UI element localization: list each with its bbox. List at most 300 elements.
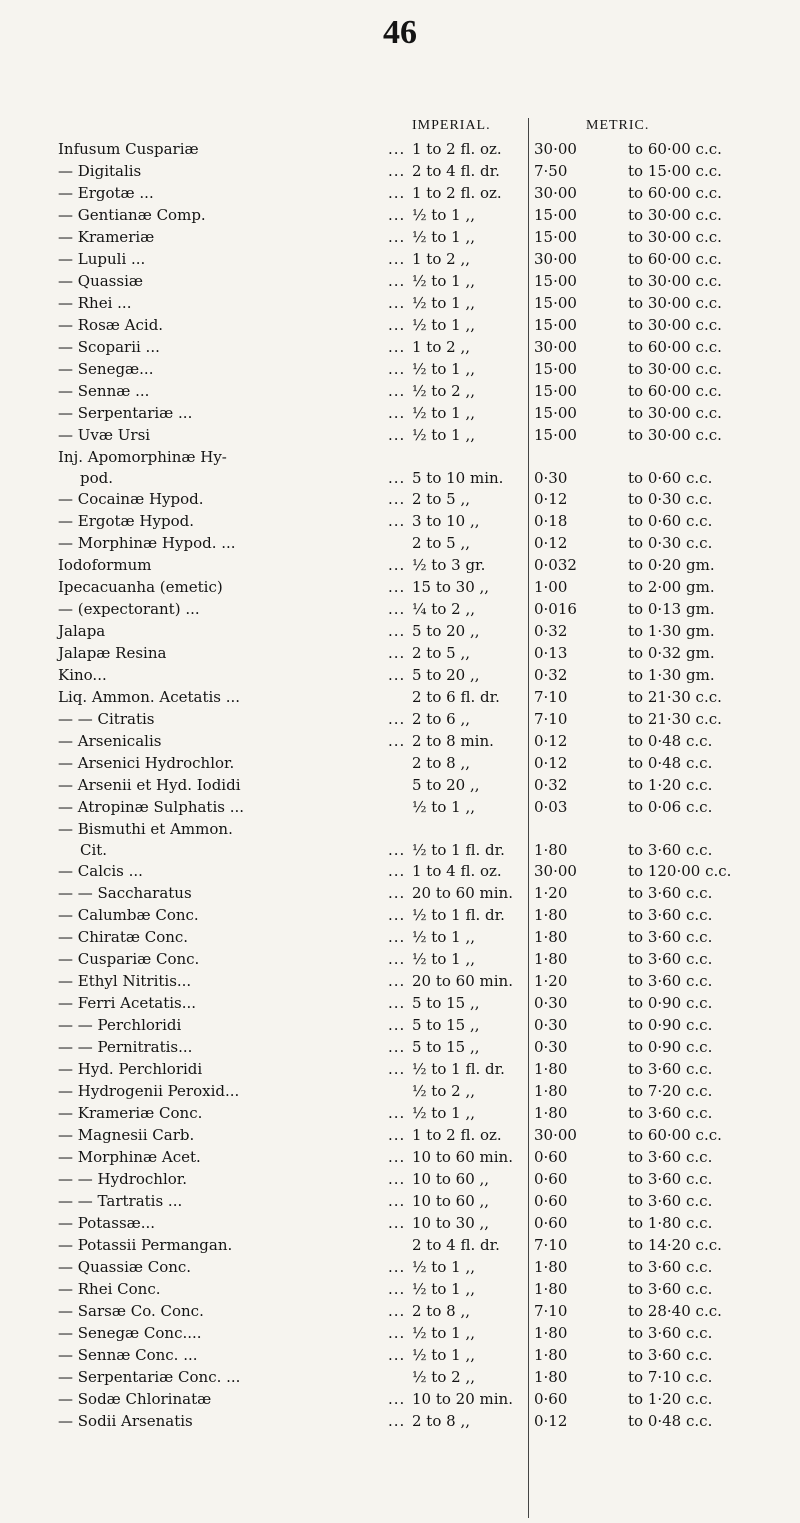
drug-name: — Rhei Conc. bbox=[58, 1280, 161, 1298]
imperial-dose: 5 to 20 ,, bbox=[412, 776, 480, 794]
drug-name: — Serpentariæ Conc. ... bbox=[58, 1368, 241, 1386]
metric-dose-min: 1·80 bbox=[534, 1280, 568, 1298]
drug-name: Iodoformum bbox=[58, 556, 152, 574]
metric-dose-range: to 1·20 c.c. bbox=[628, 776, 713, 794]
imperial-dose: 2 to 8 ,, bbox=[412, 754, 470, 772]
metric-dose-min: 0·30 bbox=[534, 1016, 568, 1034]
metric-dose-min: 0·18 bbox=[534, 512, 568, 530]
imperial-dose: 5 to 20 ,, bbox=[412, 666, 480, 684]
table-row bbox=[0, 576, 800, 598]
metric-dose-min: 1·00 bbox=[534, 578, 568, 596]
leader-dots: ... bbox=[388, 1126, 406, 1144]
drug-name: — Arsenici Hydrochlor. bbox=[58, 754, 235, 772]
metric-dose-range: to 3·60 c.c. bbox=[628, 950, 713, 968]
drug-name: — Magnesii Carb. bbox=[58, 1126, 195, 1144]
metric-dose-range: to 21·30 c.c. bbox=[628, 688, 722, 706]
imperial-dose: 10 to 20 min. bbox=[412, 1390, 513, 1408]
drug-name: — Digitalis bbox=[58, 162, 142, 180]
imperial-dose: 10 to 60 min. bbox=[412, 1148, 513, 1166]
metric-dose-range: to 3·60 c.c. bbox=[628, 884, 713, 902]
imperial-dose: ½ to 1 ,, bbox=[412, 404, 475, 422]
metric-dose-range: to 0·48 c.c. bbox=[628, 732, 713, 750]
imperial-dose: 2 to 5 ,, bbox=[412, 490, 470, 508]
metric-dose-min: 30·00 bbox=[534, 250, 577, 268]
drug-name: — — Tartratis ... bbox=[58, 1192, 183, 1210]
imperial-dose: ½ to 1 ,, bbox=[412, 1280, 475, 1298]
leader-dots: ... bbox=[388, 1412, 406, 1430]
drug-name: — Hydrogenii Peroxid... bbox=[58, 1082, 240, 1100]
imperial-dose: ½ to 1 ,, bbox=[412, 316, 475, 334]
drug-name: — Sarsæ Co. Conc. bbox=[58, 1302, 204, 1320]
imperial-dose: ½ to 3 gr. bbox=[412, 556, 486, 574]
metric-dose-min: 15·00 bbox=[534, 382, 577, 400]
metric-dose-range: to 0·60 c.c. bbox=[628, 469, 713, 487]
metric-dose-range: to 0·90 c.c. bbox=[628, 994, 713, 1012]
metric-dose-range: to 1·30 gm. bbox=[628, 622, 715, 640]
leader-dots: ... bbox=[388, 972, 406, 990]
metric-dose-range: to 3·60 c.c. bbox=[628, 972, 713, 990]
imperial-dose: 2 to 4 fl. dr. bbox=[412, 162, 500, 180]
table-row bbox=[0, 926, 800, 948]
drug-name: — Hyd. Perchloridi bbox=[58, 1060, 203, 1078]
table-row bbox=[0, 860, 800, 882]
drug-name: — Sodii Arsenatis bbox=[58, 1412, 193, 1430]
table-row bbox=[0, 1344, 800, 1366]
metric-dose-range: to 14·20 c.c. bbox=[628, 1236, 722, 1254]
drug-name: — — Hydrochlor. bbox=[58, 1170, 188, 1188]
imperial-dose: 10 to 30 ,, bbox=[412, 1214, 490, 1232]
drug-name: Ipecacuanha (emetic) bbox=[58, 578, 223, 596]
drug-name: — Ferri Acetatis... bbox=[58, 994, 197, 1012]
table-row bbox=[0, 752, 800, 774]
metric-dose-min: 0·60 bbox=[534, 1148, 568, 1166]
metric-dose-min: 7·50 bbox=[534, 162, 568, 180]
drug-name: — Uvæ Ursi bbox=[58, 426, 151, 444]
metric-dose-min: 15·00 bbox=[534, 294, 577, 312]
drug-name: Kino... bbox=[58, 666, 107, 684]
table-row bbox=[0, 992, 800, 1014]
metric-dose-min: 0·12 bbox=[534, 1412, 568, 1430]
metric-column-header: METRIC. bbox=[586, 118, 650, 133]
imperial-dose: 5 to 15 ,, bbox=[412, 1038, 480, 1056]
metric-dose-range: to 3·60 c.c. bbox=[628, 1148, 713, 1166]
leader-dots: ... bbox=[388, 490, 406, 508]
metric-dose-min: 7·10 bbox=[534, 710, 568, 728]
leader-dots: ... bbox=[388, 950, 406, 968]
metric-dose-range: to 30·00 c.c. bbox=[628, 426, 722, 444]
table-row bbox=[0, 664, 800, 686]
drug-name: — Krameriæ bbox=[58, 228, 155, 246]
imperial-dose: 1 to 4 fl. oz. bbox=[412, 862, 502, 880]
metric-dose-range: to 0·13 gm. bbox=[628, 600, 715, 618]
table-row bbox=[0, 424, 800, 446]
imperial-dose: 10 to 60 ,, bbox=[412, 1192, 490, 1210]
drug-name: — — Citratis bbox=[58, 710, 155, 728]
drug-name: — Rhei ... bbox=[58, 294, 132, 312]
metric-dose-range: to 3·60 c.c. bbox=[628, 1258, 713, 1276]
drug-name: — — Pernitratis... bbox=[58, 1038, 193, 1056]
metric-dose-min: 0·32 bbox=[534, 776, 568, 794]
leader-dots: ... bbox=[388, 512, 406, 530]
drug-name: — Quassiæ bbox=[58, 272, 143, 290]
leader-dots: ... bbox=[388, 928, 406, 946]
metric-dose-range: to 3·60 c.c. bbox=[628, 1324, 713, 1342]
leader-dots: ... bbox=[388, 906, 406, 924]
page-number: 46 bbox=[383, 14, 417, 51]
metric-dose-min: 30·00 bbox=[534, 338, 577, 356]
metric-dose-min: 0·12 bbox=[534, 490, 568, 508]
metric-dose-min: 0·032 bbox=[534, 556, 577, 574]
metric-dose-range: to 0·30 c.c. bbox=[628, 490, 713, 508]
metric-dose-min: 0·016 bbox=[534, 600, 577, 618]
metric-dose-range: to 3·60 c.c. bbox=[628, 928, 713, 946]
imperial-dose: ½ to 2 ,, bbox=[412, 1082, 475, 1100]
drug-name: — Senegæ... bbox=[58, 360, 154, 378]
imperial-dose: 2 to 8 ,, bbox=[412, 1412, 470, 1430]
table-row bbox=[0, 182, 800, 204]
metric-dose-range: to 30·00 c.c. bbox=[628, 272, 722, 290]
imperial-dose: ½ to 1 fl. dr. bbox=[412, 841, 505, 859]
drug-name: Cit. bbox=[80, 841, 108, 859]
leader-dots: ... bbox=[388, 184, 406, 202]
leader-dots: ... bbox=[388, 1038, 406, 1056]
drug-name: — Rosæ Acid. bbox=[58, 316, 164, 334]
table-row bbox=[0, 970, 800, 992]
metric-dose-range: to 0·90 c.c. bbox=[628, 1038, 713, 1056]
metric-dose-range: to 0·60 c.c. bbox=[628, 512, 713, 530]
imperial-dose: ½ to 2 ,, bbox=[412, 1368, 475, 1386]
metric-dose-range: to 60·00 c.c. bbox=[628, 140, 722, 158]
metric-dose-min: 15·00 bbox=[534, 360, 577, 378]
metric-dose-range: to 3·60 c.c. bbox=[628, 906, 713, 924]
drug-name: — — Saccharatus bbox=[58, 884, 192, 902]
table-row bbox=[0, 468, 800, 488]
leader-dots: ... bbox=[388, 250, 406, 268]
imperial-dose: 15 to 30 ,, bbox=[412, 578, 490, 596]
table-row bbox=[0, 840, 800, 860]
table-row bbox=[0, 948, 800, 970]
metric-dose-min: 1·80 bbox=[534, 950, 568, 968]
drug-name: — Ethyl Nitritis... bbox=[58, 972, 192, 990]
metric-dose-min: 15·00 bbox=[534, 206, 577, 224]
table-row bbox=[0, 1058, 800, 1080]
drug-name: — Potassæ... bbox=[58, 1214, 156, 1232]
imperial-dose: ½ to 1 ,, bbox=[412, 360, 475, 378]
imperial-dose: 2 to 5 ,, bbox=[412, 534, 470, 552]
metric-dose-min: 0·32 bbox=[534, 622, 568, 640]
drug-name: — — Perchloridi bbox=[58, 1016, 182, 1034]
drug-name: — Senegæ Conc.... bbox=[58, 1324, 202, 1342]
table-row bbox=[0, 380, 800, 402]
leader-dots: ... bbox=[388, 994, 406, 1012]
drug-name: — Serpentariæ ... bbox=[58, 404, 193, 422]
imperial-dose: 2 to 6 fl. dr. bbox=[412, 688, 500, 706]
leader-dots: ... bbox=[388, 338, 406, 356]
metric-dose-range: to 120·00 c.c. bbox=[628, 862, 732, 880]
table-row bbox=[0, 620, 800, 642]
leader-dots: ... bbox=[388, 1280, 406, 1298]
imperial-dose: 2 to 4 fl. dr. bbox=[412, 1236, 500, 1254]
metric-dose-range: to 30·00 c.c. bbox=[628, 316, 722, 334]
table-row bbox=[0, 1388, 800, 1410]
table-row bbox=[0, 796, 800, 818]
leader-dots: ... bbox=[388, 1104, 406, 1122]
imperial-dose: ¼ to 2 ,, bbox=[412, 600, 475, 618]
imperial-dose: ½ to 2 ,, bbox=[412, 382, 475, 400]
metric-dose-min: 0·12 bbox=[534, 732, 568, 750]
metric-dose-range: to 0·30 c.c. bbox=[628, 534, 713, 552]
imperial-dose: ½ to 1 ,, bbox=[412, 206, 475, 224]
leader-dots: ... bbox=[388, 228, 406, 246]
imperial-dose: 2 to 5 ,, bbox=[412, 644, 470, 662]
metric-dose-min: 30·00 bbox=[534, 1126, 577, 1144]
imperial-dose: 5 to 15 ,, bbox=[412, 994, 480, 1012]
imperial-dose: 1 to 2 ,, bbox=[412, 250, 470, 268]
drug-name: — Scoparii ... bbox=[58, 338, 160, 356]
metric-dose-range: to 0·32 gm. bbox=[628, 644, 715, 662]
leader-dots: ... bbox=[388, 578, 406, 596]
metric-dose-min: 1·80 bbox=[534, 1104, 568, 1122]
leader-dots: ... bbox=[388, 841, 406, 859]
table-row bbox=[0, 882, 800, 904]
table-row bbox=[0, 818, 800, 840]
metric-dose-min: 0·60 bbox=[534, 1214, 568, 1232]
table-row bbox=[0, 904, 800, 926]
metric-dose-range: to 60·00 c.c. bbox=[628, 1126, 722, 1144]
table-row bbox=[0, 204, 800, 226]
leader-dots: ... bbox=[388, 469, 406, 487]
leader-dots: ... bbox=[388, 1060, 406, 1078]
leader-dots: ... bbox=[388, 294, 406, 312]
metric-dose-range: to 30·00 c.c. bbox=[628, 360, 722, 378]
metric-dose-range: to 60·00 c.c. bbox=[628, 184, 722, 202]
leader-dots: ... bbox=[388, 732, 406, 750]
table-row bbox=[0, 226, 800, 248]
imperial-dose: ½ to 1 ,, bbox=[412, 426, 475, 444]
imperial-dose: 20 to 60 min. bbox=[412, 972, 513, 990]
leader-dots: ... bbox=[388, 404, 406, 422]
drug-name: — Ergotæ Hypod. bbox=[58, 512, 194, 530]
imperial-dose: 5 to 15 ,, bbox=[412, 1016, 480, 1034]
metric-dose-min: 15·00 bbox=[534, 228, 577, 246]
metric-dose-min: 0·30 bbox=[534, 469, 568, 487]
imperial-dose: ½ to 1 ,, bbox=[412, 272, 475, 290]
drug-name: — Sennæ ... bbox=[58, 382, 150, 400]
leader-dots: ... bbox=[388, 426, 406, 444]
table-row bbox=[0, 358, 800, 380]
metric-dose-range: to 21·30 c.c. bbox=[628, 710, 722, 728]
imperial-dose: ½ to 1 ,, bbox=[412, 928, 475, 946]
table-row bbox=[0, 1410, 800, 1432]
leader-dots: ... bbox=[388, 1302, 406, 1320]
table-row bbox=[0, 554, 800, 576]
table-row bbox=[0, 336, 800, 358]
drug-name: — Potassii Permangan. bbox=[58, 1236, 233, 1254]
leader-dots: ... bbox=[388, 1324, 406, 1342]
imperial-dose: ½ to 1 ,, bbox=[412, 228, 475, 246]
metric-dose-range: to 0·90 c.c. bbox=[628, 1016, 713, 1034]
metric-dose-min: 1·80 bbox=[534, 841, 568, 859]
imperial-dose: ½ to 1 ,, bbox=[412, 1324, 475, 1342]
table-row bbox=[0, 1036, 800, 1058]
imperial-dose: 5 to 20 ,, bbox=[412, 622, 480, 640]
leader-dots: ... bbox=[388, 1148, 406, 1166]
metric-dose-range: to 60·00 c.c. bbox=[628, 250, 722, 268]
table-row bbox=[0, 1014, 800, 1036]
imperial-dose: 1 to 2 fl. oz. bbox=[412, 1126, 502, 1144]
metric-dose-range: to 1·80 c.c. bbox=[628, 1214, 713, 1232]
leader-dots: ... bbox=[388, 1346, 406, 1364]
table-row bbox=[0, 1366, 800, 1388]
metric-dose-range: to 30·00 c.c. bbox=[628, 206, 722, 224]
metric-dose-range: to 60·00 c.c. bbox=[628, 382, 722, 400]
table-row bbox=[0, 248, 800, 270]
metric-dose-min: 7·10 bbox=[534, 1236, 568, 1254]
drug-name: Inj. Apomorphinæ Hy- bbox=[58, 448, 227, 466]
leader-dots: ... bbox=[388, 666, 406, 684]
metric-dose-min: 0·13 bbox=[534, 644, 568, 662]
table-row bbox=[0, 1168, 800, 1190]
imperial-dose: 1 to 2 fl. oz. bbox=[412, 140, 502, 158]
leader-dots: ... bbox=[388, 382, 406, 400]
metric-dose-min: 1·80 bbox=[534, 1368, 568, 1386]
metric-dose-min: 30·00 bbox=[534, 862, 577, 880]
drug-name: — Sodæ Chlorinatæ bbox=[58, 1390, 212, 1408]
metric-dose-min: 1·80 bbox=[534, 906, 568, 924]
metric-dose-min: 0·30 bbox=[534, 994, 568, 1012]
table-row bbox=[0, 1124, 800, 1146]
metric-dose-range: to 0·48 c.c. bbox=[628, 1412, 713, 1430]
metric-dose-range: to 30·00 c.c. bbox=[628, 228, 722, 246]
leader-dots: ... bbox=[388, 644, 406, 662]
imperial-dose: ½ to 1 fl. dr. bbox=[412, 906, 505, 924]
metric-dose-min: 1·20 bbox=[534, 884, 568, 902]
metric-dose-min: 15·00 bbox=[534, 272, 577, 290]
imperial-dose: ½ to 1 ,, bbox=[412, 1104, 475, 1122]
leader-dots: ... bbox=[388, 162, 406, 180]
metric-dose-min: 30·00 bbox=[534, 184, 577, 202]
leader-dots: ... bbox=[388, 360, 406, 378]
leader-dots: ... bbox=[388, 600, 406, 618]
imperial-dose: 3 to 10 ,, bbox=[412, 512, 480, 530]
table-row bbox=[0, 1102, 800, 1124]
drug-name: — Morphinæ Hypod. ... bbox=[58, 534, 236, 552]
imperial-dose: 2 to 8 ,, bbox=[412, 1302, 470, 1320]
metric-dose-min: 1·80 bbox=[534, 1258, 568, 1276]
metric-dose-min: 15·00 bbox=[534, 426, 577, 444]
table-row bbox=[0, 1190, 800, 1212]
imperial-dose: ½ to 1 ,, bbox=[412, 798, 475, 816]
metric-dose-min: 7·10 bbox=[534, 1302, 568, 1320]
metric-dose-range: to 0·20 gm. bbox=[628, 556, 715, 574]
metric-dose-range: to 3·60 c.c. bbox=[628, 841, 713, 859]
metric-dose-min: 0·60 bbox=[534, 1170, 568, 1188]
metric-dose-min: 0·60 bbox=[534, 1390, 568, 1408]
table-row bbox=[0, 402, 800, 424]
table-row bbox=[0, 160, 800, 182]
metric-dose-min: 15·00 bbox=[534, 404, 577, 422]
metric-dose-min: 0·30 bbox=[534, 1038, 568, 1056]
metric-dose-min: 30·00 bbox=[534, 140, 577, 158]
metric-dose-range: to 28·40 c.c. bbox=[628, 1302, 722, 1320]
metric-dose-min: 1·80 bbox=[534, 928, 568, 946]
imperial-dose: ½ to 1 ,, bbox=[412, 1346, 475, 1364]
drug-name: — Cocainæ Hypod. bbox=[58, 490, 204, 508]
drug-name: — Quassiæ Conc. bbox=[58, 1258, 192, 1276]
table-row bbox=[0, 730, 800, 752]
leader-dots: ... bbox=[388, 1258, 406, 1276]
table-row bbox=[0, 1278, 800, 1300]
imperial-dose: ½ to 1 fl. dr. bbox=[412, 1060, 505, 1078]
leader-dots: ... bbox=[388, 1214, 406, 1232]
table-row bbox=[0, 1322, 800, 1344]
leader-dots: ... bbox=[388, 884, 406, 902]
imperial-dose: ½ to 1 ,, bbox=[412, 950, 475, 968]
drug-name: — Morphinæ Acet. bbox=[58, 1148, 201, 1166]
metric-dose-range: to 3·60 c.c. bbox=[628, 1060, 713, 1078]
leader-dots: ... bbox=[388, 710, 406, 728]
leader-dots: ... bbox=[388, 1170, 406, 1188]
drug-name: — Ergotæ ... bbox=[58, 184, 154, 202]
drug-name: — Sennæ Conc. ... bbox=[58, 1346, 198, 1364]
imperial-dose: 10 to 60 ,, bbox=[412, 1170, 490, 1188]
imperial-dose: 20 to 60 min. bbox=[412, 884, 513, 902]
metric-dose-min: 1·80 bbox=[534, 1082, 568, 1100]
dosage-table bbox=[0, 138, 800, 1432]
imperial-dose: 5 to 10 min. bbox=[412, 469, 504, 487]
table-row bbox=[0, 1234, 800, 1256]
drug-name: Jalapa bbox=[58, 622, 106, 640]
metric-dose-min: 0·12 bbox=[534, 754, 568, 772]
leader-dots: ... bbox=[388, 862, 406, 880]
metric-dose-range: to 1·30 gm. bbox=[628, 666, 715, 684]
drug-name: Infusum Cuspariæ bbox=[58, 140, 199, 158]
metric-dose-range: to 0·06 c.c. bbox=[628, 798, 713, 816]
table-row bbox=[0, 446, 800, 468]
table-row bbox=[0, 1300, 800, 1322]
imperial-dose: 2 to 8 min. bbox=[412, 732, 494, 750]
table-row bbox=[0, 1212, 800, 1234]
drug-name: — Cuspariæ Conc. bbox=[58, 950, 200, 968]
imperial-dose: 2 to 6 ,, bbox=[412, 710, 470, 728]
metric-dose-range: to 7·20 c.c. bbox=[628, 1082, 713, 1100]
leader-dots: ... bbox=[388, 316, 406, 334]
leader-dots: ... bbox=[388, 206, 406, 224]
metric-dose-range: to 60·00 c.c. bbox=[628, 338, 722, 356]
metric-dose-min: 1·80 bbox=[534, 1324, 568, 1342]
leader-dots: ... bbox=[388, 140, 406, 158]
leader-dots: ... bbox=[388, 622, 406, 640]
drug-name: — Arsenii et Hyd. Iodidi bbox=[58, 776, 241, 794]
metric-dose-range: to 30·00 c.c. bbox=[628, 294, 722, 312]
table-row bbox=[0, 708, 800, 730]
table-row bbox=[0, 532, 800, 554]
table-row bbox=[0, 1146, 800, 1168]
table-row bbox=[0, 1080, 800, 1102]
metric-dose-range: to 7·10 c.c. bbox=[628, 1368, 713, 1386]
drug-name: — Chiratæ Conc. bbox=[58, 928, 189, 946]
drug-name: pod. bbox=[80, 469, 114, 487]
leader-dots: ... bbox=[388, 272, 406, 290]
table-row bbox=[0, 138, 800, 160]
imperial-dose: 1 to 2 fl. oz. bbox=[412, 184, 502, 202]
table-row bbox=[0, 292, 800, 314]
metric-dose-min: 1·80 bbox=[534, 1346, 568, 1364]
imperial-dose: ½ to 1 ,, bbox=[412, 294, 475, 312]
table-row bbox=[0, 488, 800, 510]
metric-dose-min: 1·80 bbox=[534, 1060, 568, 1078]
leader-dots: ... bbox=[388, 1390, 406, 1408]
